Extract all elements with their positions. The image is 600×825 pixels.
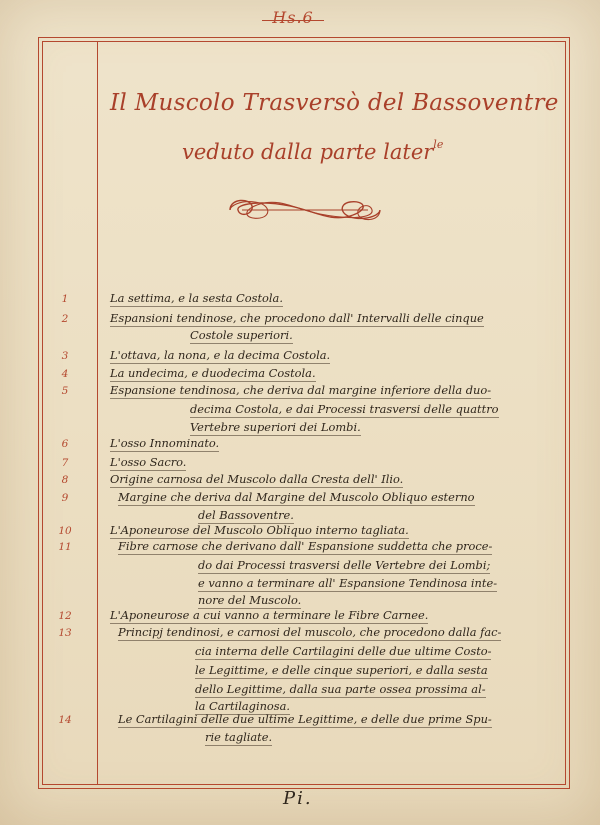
entry-text-line: Costole superiori. (190, 328, 293, 342)
ornamental-flourish (220, 192, 390, 228)
entry-text-line: L'osso Sacro. (110, 455, 187, 469)
entry-text-line: Margine che deriva dal Margine del Muscolo Obliquo esterno (118, 490, 475, 504)
entry-text-line: La settima, e la sesta Costola. (110, 291, 283, 305)
entry-number: 11 (58, 541, 72, 553)
entry-text-line: Espansioni tendinose, che procedono dall' Intervalli delle cinque (110, 311, 484, 325)
entry-text-line: dello Legittime, dalla sua parte ossea prossima al- (195, 682, 486, 696)
entry-text-line: Fibre carnose che derivano dall' Espansione suddetta che proce- (118, 539, 493, 553)
entry-number: 8 (61, 474, 69, 486)
entry-text-line: Vertebre superiori dei Lombi. (190, 420, 361, 434)
entry-text-line: Origine carnosa del Muscolo dalla Cresta dell' Ilio. (110, 472, 404, 486)
page-title-superscript: le (433, 138, 444, 151)
page-title-text: veduto dalla parte later (182, 140, 434, 164)
page-title-line-2 (182, 138, 443, 164)
entry-number: 9 (61, 492, 69, 504)
entry-text-line: del Bassoventre. (198, 508, 294, 522)
entry-number: 4 (61, 368, 69, 380)
entry-text-line: Principj tendinosi, e carnosi del muscolo, che procedono dalla fac- (118, 625, 502, 639)
entry-text-line: e vanno a terminare all' Espansione Tendinosa inte- (198, 576, 498, 590)
entry-text-line: L'Aponeurose del Muscolo Obliquo interno tagliata. (110, 523, 409, 537)
entry-text-line: L'ottava, la nona, e la decima Costola. (110, 348, 331, 362)
entry-text-line: La undecima, e duodecima Costola. (110, 366, 316, 380)
entry-text-line: rie tagliate. (205, 730, 273, 744)
page-title-line-1: Il Muscolo Trasversò del Bassoventre (110, 90, 559, 116)
entry-number: 3 (61, 350, 69, 362)
entry-number: 5 (61, 385, 69, 397)
margin-rule (97, 41, 98, 785)
entry-number: 1 (61, 293, 69, 305)
entry-text-line: Le Cartilagini delle due ultime Legittime, e delle due prime Spu- (118, 712, 492, 726)
entry-text-line: Espansione tendinosa, che deriva dal margine inferiore della duo- (110, 383, 492, 397)
entry-text-line: le Legittime, e delle cinque superiori, e dalla sesta (195, 663, 488, 677)
entry-number: 13 (58, 627, 72, 639)
entry-text-line: nore del Muscolo. (198, 593, 302, 607)
entry-text-line: cia interna delle Cartilagini delle due ultime Costo- (195, 644, 492, 658)
entry-number: 2 (61, 313, 69, 325)
entry-number: 7 (61, 457, 69, 469)
entry-text-line: decima Costola, e dai Processi trasversi delle quattro (190, 402, 499, 416)
entry-number: 6 (61, 438, 69, 450)
catchword: Pi. (283, 788, 313, 809)
entry-text-line: la Cartilaginosa. (195, 699, 291, 713)
entry-number: 10 (58, 525, 72, 537)
entry-text-line: do dai Processi trasversi delle Vertebre dei Lombi; (198, 558, 491, 572)
entry-text-line: L'osso Innominato. (110, 436, 220, 450)
folio-mark: Hs.6 (258, 8, 328, 27)
entry-number: 14 (58, 714, 72, 726)
entry-text-line: L'Aponeurose a cui vanno a terminare le Fibre Carnee. (110, 608, 429, 622)
entry-number: 12 (58, 610, 72, 622)
